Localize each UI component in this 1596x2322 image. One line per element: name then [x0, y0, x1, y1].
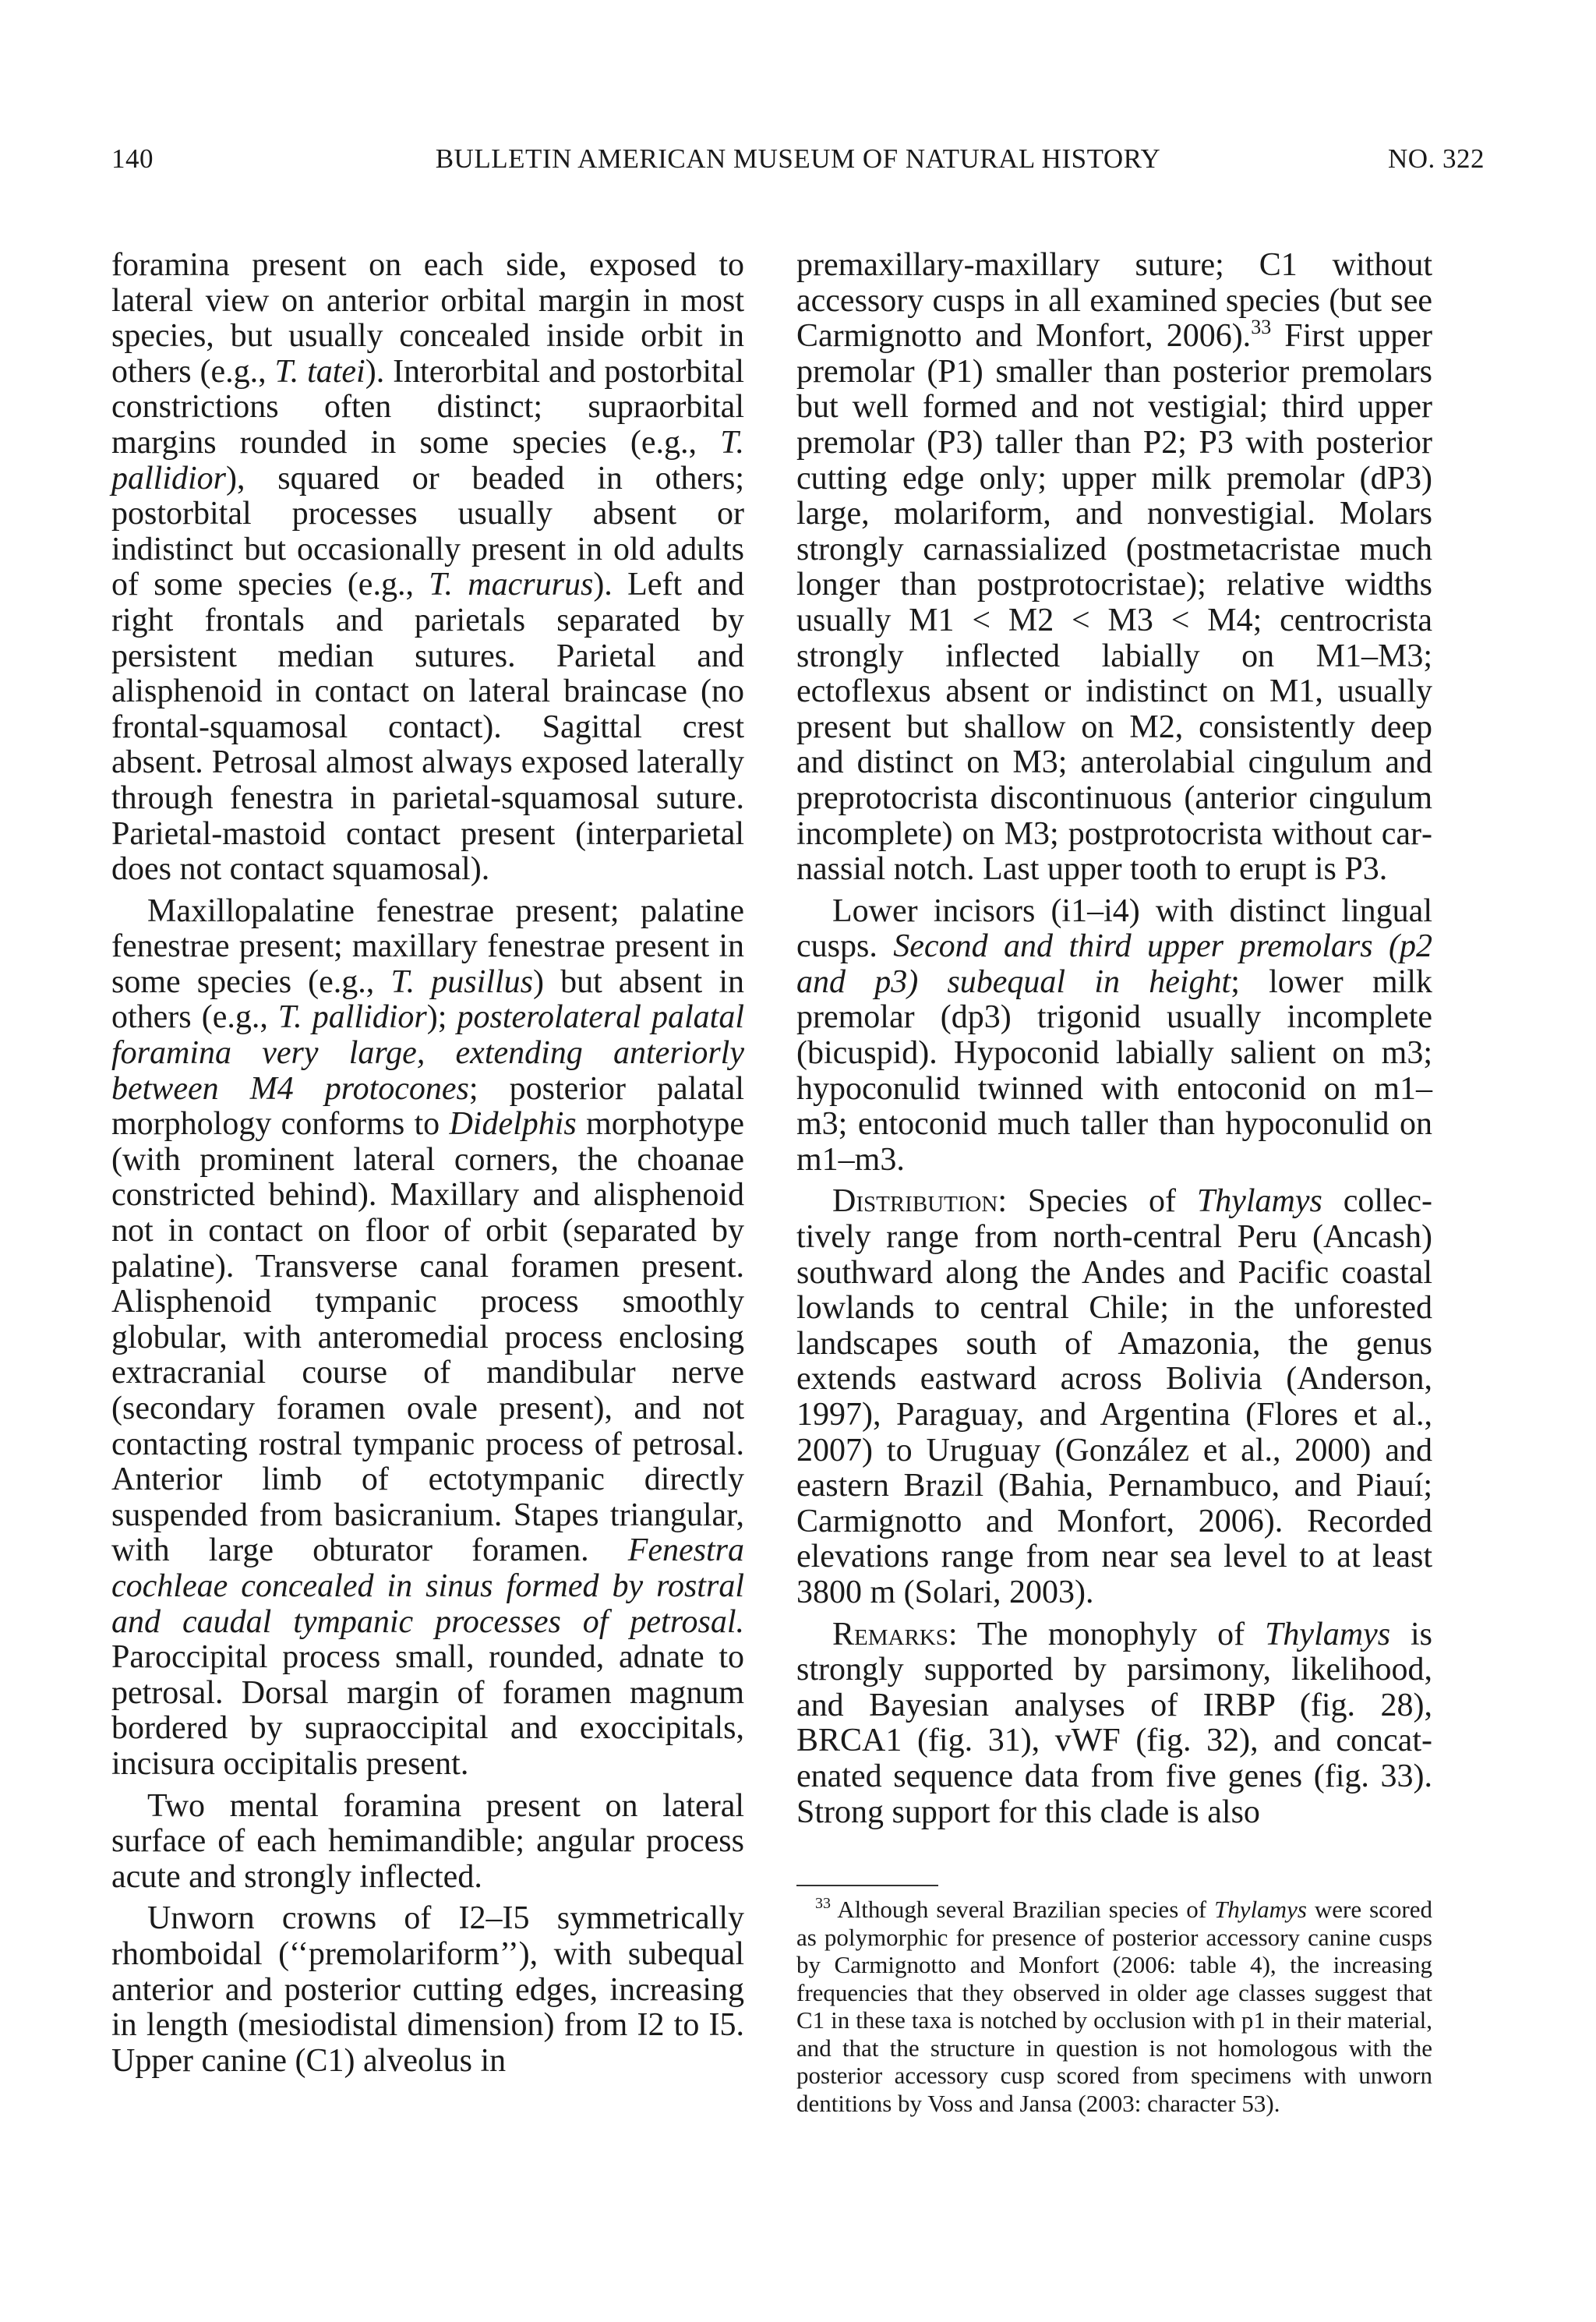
text-run: ). Left and right frontals and parietals separated by persistent median sutures. Parietal and alisphenoid in contact on lateral braincase (no frontal-squamosal contact). Sagittal crest absent. Petrosal almost always exposed laterally through fenestra in parietal-squamosal suture. Parietal-mastoid contact present (interparietal does not contact squamosal). [111, 567, 744, 888]
section-label: Distribution: [832, 1183, 1008, 1220]
text-run: were scored as polymorphic for presence of posterior accessory canine cusps by Carmignotto and Monfort (2006: table 4), the increasing frequencies that they observed in older age classes suggest that C1 in these taxa is notched by occlusion with p1 in their material, and that the structure in question is not homologous with the posterior accessory cusp scored from specimens with unworn dentitions by Voss and Jansa (2003: character 53). [796, 1896, 1432, 2117]
italic-text: T. pusillus [390, 963, 533, 1000]
footnote-divider [796, 1885, 938, 1886]
paragraph [111, 248, 744, 888]
text-run: collectively range from north-central Peru (Ancash) southward along the Andes and Pacific coastal lowlands to central Chile; in the unforested landscapes south of Amazonia, the genus extends eastward across Bolivia (Anderson, 1997), Paraguay, and Argentina (Flores et al., 2007) to Uruguay (González et al., 2000) and eastern Brazil (Bahia, Pernambuco, and Piauí; Carmignotto and Monfort, 2006). Recorded elevations range from near sea level to at least 3800 m (Solari, 2003). [796, 1183, 1432, 1610]
text-run: Two mental foramina present on lateral surface of each hemimandible; angular process acute and strongly inflected. [111, 1787, 744, 1895]
journal-title: BULLETIN AMERICAN MUSEUM OF NATURAL HISTORY [435, 143, 1161, 174]
running-header [111, 143, 1485, 182]
page-number: 140 [111, 143, 154, 174]
italic-text: T. pallidior [111, 424, 744, 497]
text-run: Lower incisors (i1–i4) with distinct lingual cusps. [796, 892, 1432, 965]
section-label: Remarks: [832, 1616, 958, 1652]
text-run: First upper premolar (P1) smaller than posterior premolars but well formed and not vestigial; third upper premolar (P3) taller than P2; P3 with posterior cutting edge only; upper milk premolar (dP3) large, molariform, and nonvestigial. Molars strongly carnassialized (postmetacristae much longer than postprotocristae); relative widths usually M1 < M2 < M3 < M4; centrocrista strongly inflected labially on M1–M3; ectoflexus absent or indistinct on M1, usually present but shallow on M2, consistently deep and distinct on M3; anterolabial cingulum and preprotocrista discontinuous (anterior cingulum incomplete) on M3; postprotocrista without carnassial notch. Last upper tooth to erupt is P3. [796, 318, 1433, 888]
footnote-33 [796, 1896, 1432, 2117]
remarks-paragraph [796, 1617, 1432, 1831]
italic-text: posterolateral palatal foramina very large, extending anteriorly between M4 protocones [111, 999, 745, 1107]
text-run: Maxillopalatine fenestrae present; palatine fenestrae present; maxillary fenestrae present in some species (e.g., [111, 892, 744, 1000]
right-column [796, 248, 1432, 1830]
paragraph [796, 894, 1432, 1179]
text-run: ). Interorbital and postorbital constrictions often distinct; supraorbital margins rounded in some species (e.g., [111, 353, 744, 461]
text-run: ), squared or beaded in others; postorbital processes usually absent or indistinct but occasionally present in old adults of some species (e.g., [111, 460, 744, 603]
italic-text: Thylamys [1214, 1896, 1307, 1923]
italic-text: Fenestra cochleae concealed in sinus formed by rostral and caudal tympanic processes of petrosal. [111, 1532, 744, 1640]
text-run: Unworn crowns of I2–I5 symmetrically rhomboidal (‘‘premolariform’’), with subequal anterior and posterior cutting edges, increasing in length (mesiodistal dimension) from I2 to I5. Upper canine (C1) alveolus in [111, 1900, 744, 2079]
text-run: Although several Brazilian species of [831, 1896, 1215, 1923]
text-run: ; posterior palatal morphology conforms to [111, 1070, 744, 1143]
text-run: foramina present on each side, exposed to lateral view on anterior orbital margin in most species, but usually concealed inside orbit in others (e.g., [111, 247, 744, 390]
italic-text: Thylamys [1196, 1183, 1322, 1220]
paragraph [111, 894, 744, 1783]
text-run: ; lower milk premolar (dp3) trigonid usually incomplete (bicuspid). Hypoconid labially salient on m3; hypoconulid twinned with entoconid on m1–m3; entoconid much taller than hypoconulid on m1–m3. [796, 963, 1432, 1178]
italic-text: Didelphis [449, 1106, 577, 1143]
italic-text: Thylamys [1265, 1616, 1391, 1652]
text-run: morphotype (with prominent lateral corners, the choanae constricted behind). Maxillary and alisphenoid not in contact on floor of orbit (separated by palatine). Transverse canal foramen present. Alisphenoid tympanic process smoothly globular, with anteromedial process enclosing extracranial course of mandibular nerve (secondary foramen ovale present), and not contacting rostral tympanic process of petrosal. Anterior limb of ectotympanic directly suspended from basicranium. Stapes triangular, with large obturator foramen. [111, 1106, 745, 1569]
text-run: The monophyly of [957, 1616, 1266, 1652]
issue-number: NO. 322 [1387, 143, 1485, 174]
text-run: is strongly supported by parsimony, likelihood, and Bayesian analyses of IRBP (fig. 28), BRCA1 (fig. 31), vWF (fig. 32), and concatenated sequence data from five genes (fig. 33). Strong support for this clade is also [796, 1616, 1432, 1830]
footnote-reference: 33 [1251, 316, 1272, 339]
paragraph [111, 1901, 744, 2079]
text-run: Species of [1007, 1183, 1197, 1220]
text-run: Paroccipital process small, rounded, adnate to petrosal. Dorsal margin of foramen magnum bordered by supraoccipital and exoccipitals, incisura occipitalis present. [111, 1639, 744, 1782]
paragraph [796, 248, 1432, 888]
paragraph [111, 1789, 744, 1896]
italic-text: T. tatei [274, 353, 365, 390]
text-run: premaxillary-maxillary suture; C1 without accessory cusps in all examined species (but see Carmignotto and Monfort, 2006). [796, 247, 1432, 355]
footnote-reference: 33 [815, 1895, 831, 1912]
italic-text: T. macrurus [429, 567, 594, 603]
italic-text: Second and third upper premolars (p2 and p3) subequal in height [796, 928, 1432, 1000]
left-column [111, 248, 744, 2079]
text-run: ); [426, 999, 457, 1036]
text-run: ) but absent in others (e.g., [111, 963, 744, 1036]
distribution-paragraph [796, 1184, 1432, 1610]
italic-text: T. pallidior [277, 999, 427, 1036]
